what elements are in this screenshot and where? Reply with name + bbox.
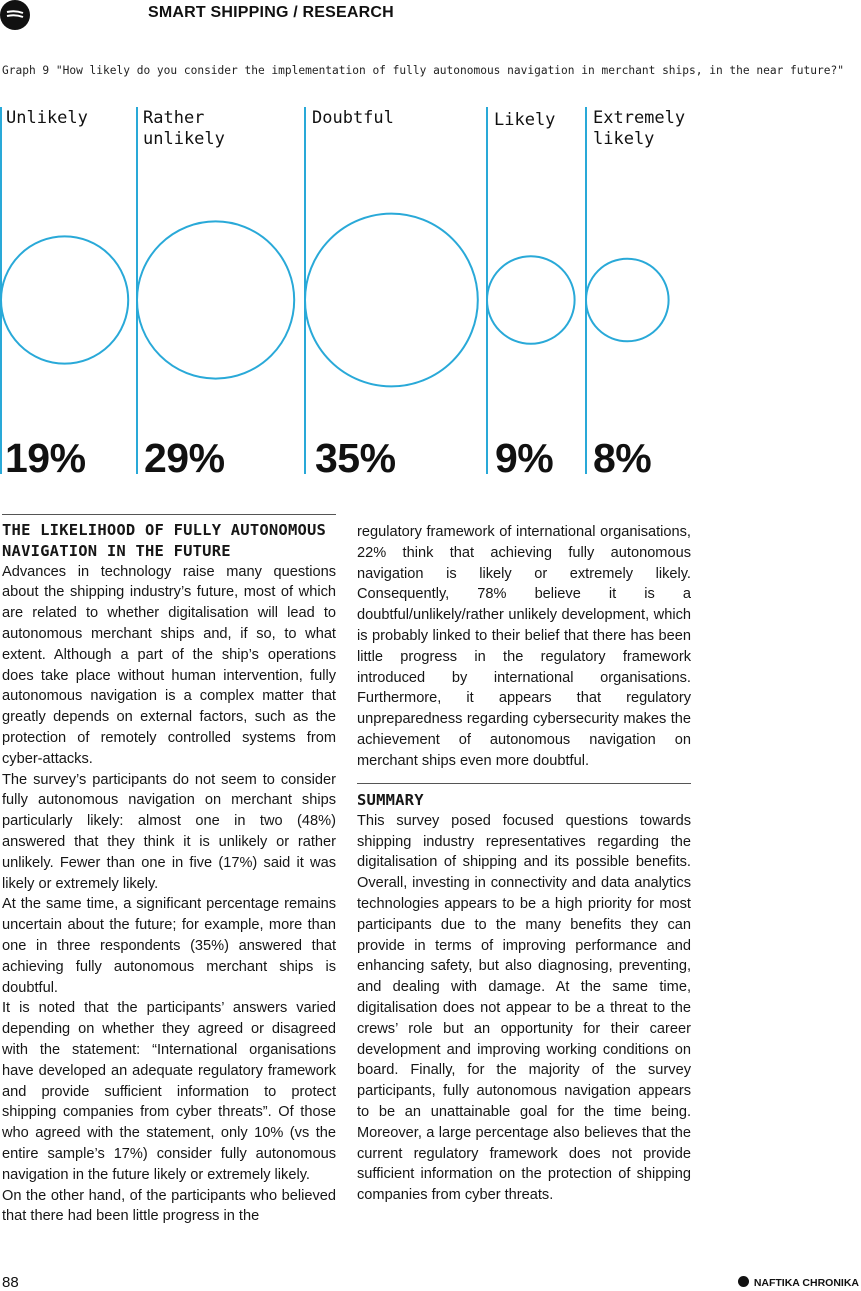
article-left-column: [2, 520, 336, 1227]
bubble-doubtful: [305, 214, 478, 387]
paragraph: At the same time, a significant percentage remains uncertain about the future; for example, more than one in three respondents (35%) answered that achieving fully autonomous merchant ships is doubtful.: [2, 896, 336, 996]
graph-caption: Graph 9 "How likely do you consider the implementation of fully autonomous navigation in merchant ships, in the near future?": [2, 64, 844, 77]
section-title: SMART SHIPPING / RESEARCH: [148, 4, 394, 21]
category-label: Extremely likely: [593, 108, 686, 149]
summary-section: [357, 790, 691, 1206]
paragraph: It is noted that the participants’ answers varied depending on whether they agreed or disagreed with the statement: “International organisations have developed an adequate regulatory framework and provide sufficient information to protect shipping companies from cyber threats”. Of those who agreed with the statement, only 10% (vs the entire sample’s 17%) consider fully autonomous navigation in the future likely or extremely likely.: [2, 1000, 336, 1183]
summary-paragraph: This survey posed focused questions towards shipping industry representatives regarding the digitalisation of shipping and its possible benefits. Overall, investing in connectivity and data analytics technologies appears to be a high priority for most participants due to the many benefits they can provide in terms of improving performance and enhancing safety, but also diagnosing, preventing, and dealing with damage. At the same time, digitalisation does not appear to be a threat to the crews’ role but an opportunity for their career development and improving working conditions on board. Finally, for the majority of the survey participants, fully autonomous navigation appears to be an unattainable goal for the time being. Moreover, a large percentage also believes that the current regulatory framework does not provide sufficient information on the protection of shipping companies from cyber threats.: [357, 812, 691, 1204]
percent-label: 35%: [315, 435, 396, 481]
percent-label: 29%: [144, 435, 225, 481]
paragraph: regulatory framework of international organisations, 22% think that achieving fully autonomous navigation is likely or extremely likely. Consequently, 78% believe it is a doubtful/unlikely/rather unlikely development, which is probably linked to their belief that there has been little progress in the regulatory framework introduced by international organisations. Furthermore, it appears that regulatory unpreparedness regarding cybersecurity makes the achievement of autonomous navigation on merchant ships even more doubtful.: [357, 524, 691, 769]
category-label: Likely: [494, 110, 556, 130]
footer-brand: [738, 1276, 859, 1289]
brand-logo-icon: [738, 1276, 749, 1287]
category-label: Rather unlikely: [143, 108, 225, 149]
section-heading: THE LIKELIHOOD OF FULLY AUTONOMOUS NAVIGATION IN THE FUTURE: [2, 521, 327, 560]
paragraph: Advances in technology raise many questions about the shipping industry’s future, most of which are related to whether digitalisation will lead to autonomous merchant ships and, if so, to what extent. Although a part of the ship’s operations does take place without human intervention, fully autonomous navigation is a complex matter that greatly depends on external factors, such as the protection of remotely controlled systems from cyber-attacks.: [2, 563, 336, 767]
bubble-likely: [487, 256, 575, 344]
percent-label: 8%: [593, 435, 652, 481]
bubble-rather-unlikely: [137, 221, 294, 378]
summary-heading: SUMMARY: [357, 791, 424, 809]
paragraph: The survey’s participants do not seem to consider fully autonomous navigation on merchant ships particularly likely: almost one in two (48%) answered that they think it is unlikely or rather unlikely. Fewer than one in five (17%) said it was likely or extremely likely.: [2, 771, 336, 892]
category-label: Doubtful: [312, 108, 394, 128]
section-rule: [2, 514, 336, 515]
article-right-column: [357, 522, 691, 772]
bubble-unlikely: [1, 236, 128, 363]
section-rule: [357, 783, 691, 784]
percent-label: 19%: [5, 435, 86, 481]
category-label: Unlikely: [6, 108, 88, 128]
bubbles-svg: [0, 0, 861, 480]
bubble-extremely-likely: [586, 259, 669, 342]
page-number: 88: [2, 1274, 19, 1291]
brand-name: NAFTIKA CHRONIKA: [753, 1277, 859, 1289]
paragraph: On the other hand, of the participants who believed that there had been little progress in the: [2, 1187, 336, 1225]
percent-label: 9%: [495, 435, 554, 481]
